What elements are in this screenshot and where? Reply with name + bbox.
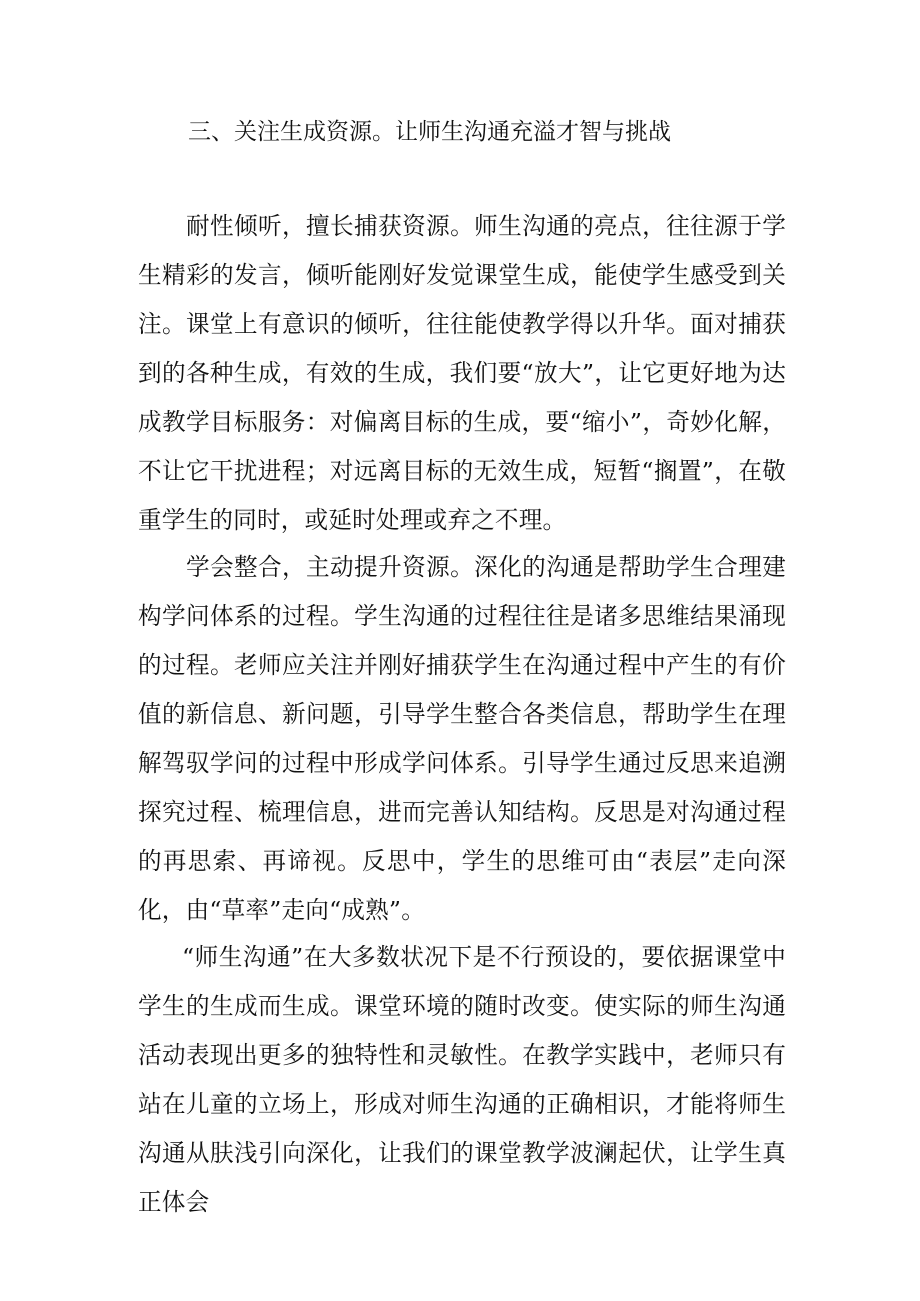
paragraph-listening: 耐性倾听，擅长捕获资源。师生沟通的亮点，往往源于学生精彩的发言，倾听能刚好发觉课堂生成，能使学生感受到关注。课堂上有意识的倾听，往往能使教学得以升华。面对捕获到的各种生成，有效的生成，我们要“放大”，让它更好地为达成教学目标服务：对偏离目标的生成，要“缩小”，奇妙化解，不让它干扰进程；对远离目标的无效生成，短暂“搁置”，在敬重学生的同时，或延时处理或弃之不理。	[138, 212, 786, 534]
paragraph-communication: “师生沟通”在大多数状况下是不行预设的，要依据课堂中学生的生成而生成。课堂环境的随时改变。使实际的师生沟通活动表现出更多的独特性和灵敏性。在教学实践中，老师只有站在儿童的立场上，形成对师生沟通的正确相识，才能将师生沟通从肤浅引向深化，让我们的课堂教学波澜起伏，让学生真正体会	[138, 943, 786, 1216]
section-heading: 三、关注生成资源。让师生沟通充溢才智与挑战	[188, 119, 671, 145]
paragraph-integration: 学会整合，主动提升资源。深化的沟通是帮助学生合理建构学问体系的过程。学生沟通的过程往往是诸多思维结果涌现的过程。老师应关注并刚好捕获学生在沟通过程中产生的有价值的新信息、新问题，引导学生整合各类信息，帮助学生在理解驾驭学问的过程中形成学问体系。引导学生通过反思来追溯探究过程、梳理信息，进而完善认知结构。反思是对沟通过程的再思索、再谛视。反思中，学生的思维可由“表层”走向深化，由“草率”走向“成熟”。	[138, 553, 786, 924]
